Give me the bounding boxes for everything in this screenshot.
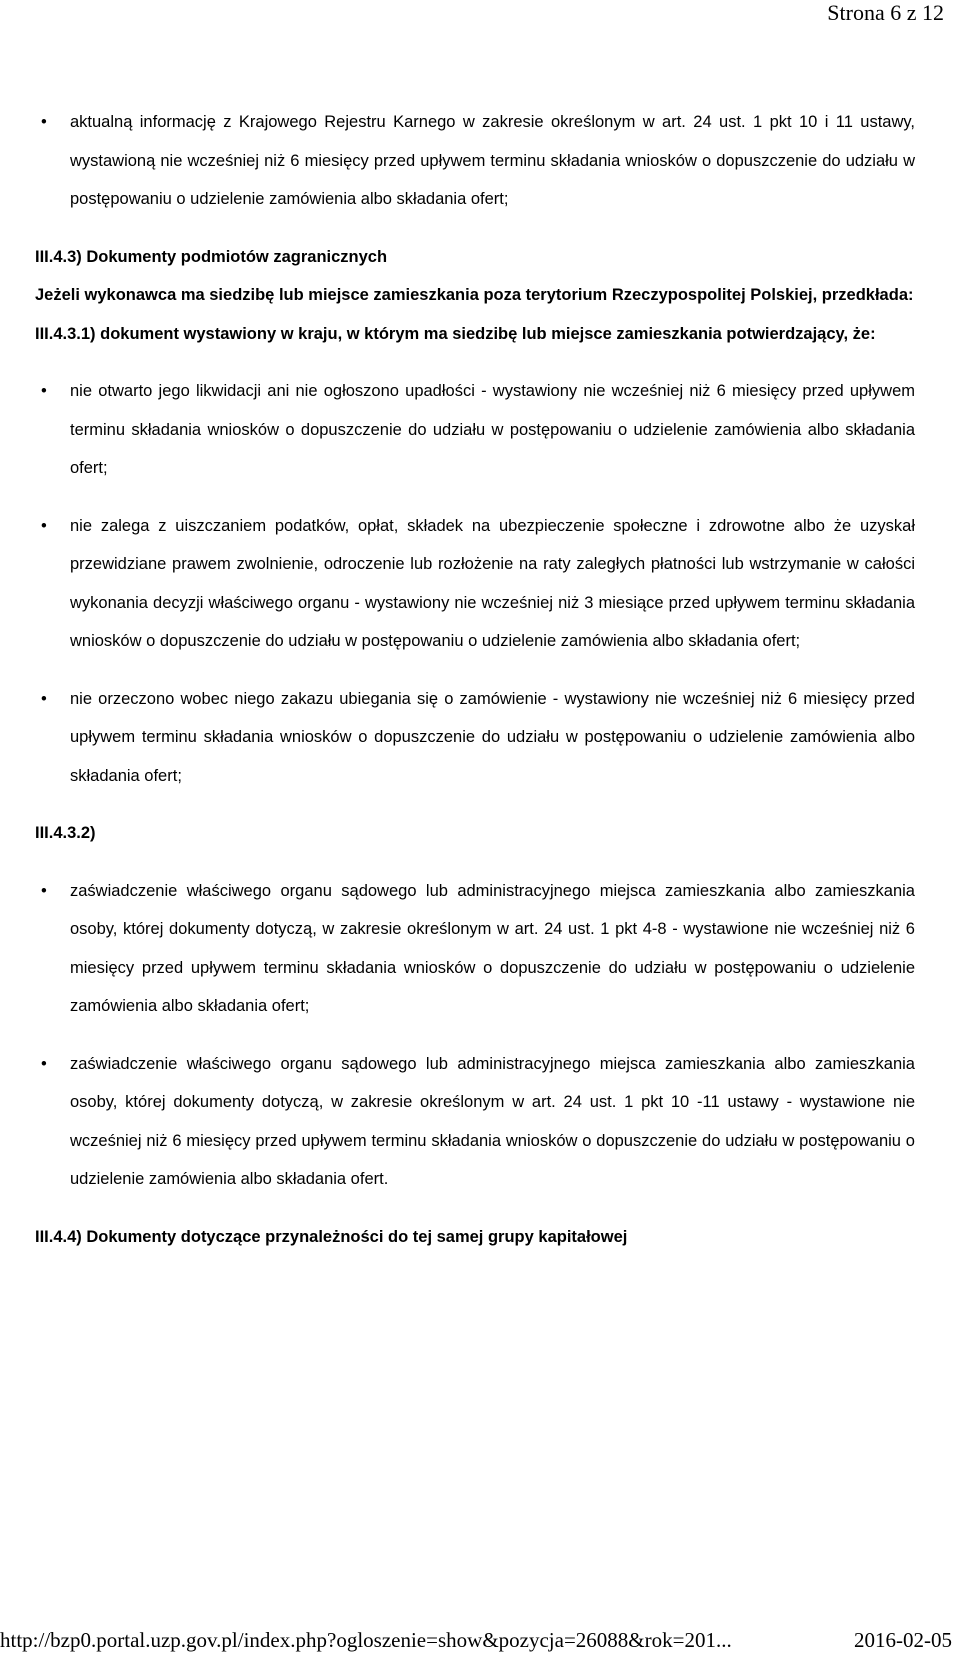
list-item: • nie orzeczono wobec niego zakazu ubiegania się o zamówienie - wystawiony nie wcześniej niż 6 miesięcy przed upływem terminu składania wniosków o dopuszczenie do udziału w postępowaniu o udzielenie zamówienia albo składania ofert; [35, 680, 915, 796]
list-item: • aktualną informację z Krajowego Rejestru Karnego w zakresie określonym w art. 24 ust. 1 pkt 10 i 11 ustawy, wystawioną nie wcześniej niż 6 miesięcy przed upływem terminu składania wniosków o dopuszczenie do udziału w postępowaniu o udzielenie zamówienia albo składania ofert; [35, 103, 915, 219]
subsection-3-2-list [35, 872, 915, 1199]
document-body [35, 103, 915, 1256]
subsection-3-1-list [35, 372, 915, 795]
page-footer [0, 1626, 960, 1654]
footer-url: http://bzp0.portal.uzp.gov.pl/index.php?ogloszenie=show&pozycja=26088&rok=201... [0, 1628, 732, 1652]
section-heading-foreign-documents: III.4.3) Dokumenty podmiotów zagranicznych [35, 247, 388, 266]
list-item: • nie zalega z uiszczaniem podatków, opłat, składek na ubezpieczenie społeczne i zdrowotne albo że uzyskał przewidziane prawem zwolnienie, odroczenie lub rozłożenie na raty zaległych płatności lub wstrzymanie w całości wykonania decyzji właściwego organu - wystawiony nie wcześniej niż 3 miesiące przed upływem terminu składania wniosków o dopuszczenie do udziału w postępowaniu o udzielenie zamówienia albo składania ofert; [35, 507, 915, 661]
list-item: • zaświadczenie właściwego organu sądowego lub administracyjnego miejsca zamieszkania albo zamieszkania osoby, której dokumenty dotyczą, w zakresie określonym w art. 24 ust. 1 pkt 10 -11 ustawy - wystawione nie wcześniej niż 6 miesięcy przed upływem terminu składania wniosków o dopuszczenie do udziału w postępowaniu o udzielenie zamówienia albo składania ofert. [35, 1045, 915, 1199]
subsection-heading-3-1: III.4.3.1) dokument wystawiony w kraju, w którym ma siedzibę lub miejsce zamieszkania potwierdzający, że: [35, 324, 876, 343]
subsection-heading-3-2: III.4.3.2) [35, 824, 96, 842]
list-item: • zaświadczenie właściwego organu sądowego lub administracyjnego miejsca zamieszkania albo zamieszkania osoby, której dokumenty dotyczą, w zakresie określonym w art. 24 ust. 1 pkt 4-8 - wystawione nie wcześniej niż 6 miesięcy przed upływem terminu składania wniosków o dopuszczenie do udziału w postępowaniu o udzielenie zamówienia albo składania ofert; [35, 872, 915, 1026]
page-number-header: Strona 6 z 12 [827, 0, 944, 25]
criminal-record-list [35, 103, 915, 219]
list-item: • nie otwarto jego likwidacji ani nie ogłoszono upadłości - wystawiony nie wcześniej niż 6 miesięcy przed upływem terminu składania wniosków o dopuszczenie do udziału w postępowaniu o udzielenie zamówienia albo składania ofert; [35, 372, 915, 488]
footer-date: 2016-02-05 [854, 1628, 952, 1652]
section-heading-capital-group: III.4.4) Dokumenty dotyczące przynależności do tej samej grupy kapitałowej [35, 1227, 628, 1246]
foreign-documents-intro: Jeżeli wykonawca ma siedzibę lub miejsce zamieszkania poza terytorium Rzeczypospolitej Polskiej, przedkłada: [35, 286, 914, 304]
